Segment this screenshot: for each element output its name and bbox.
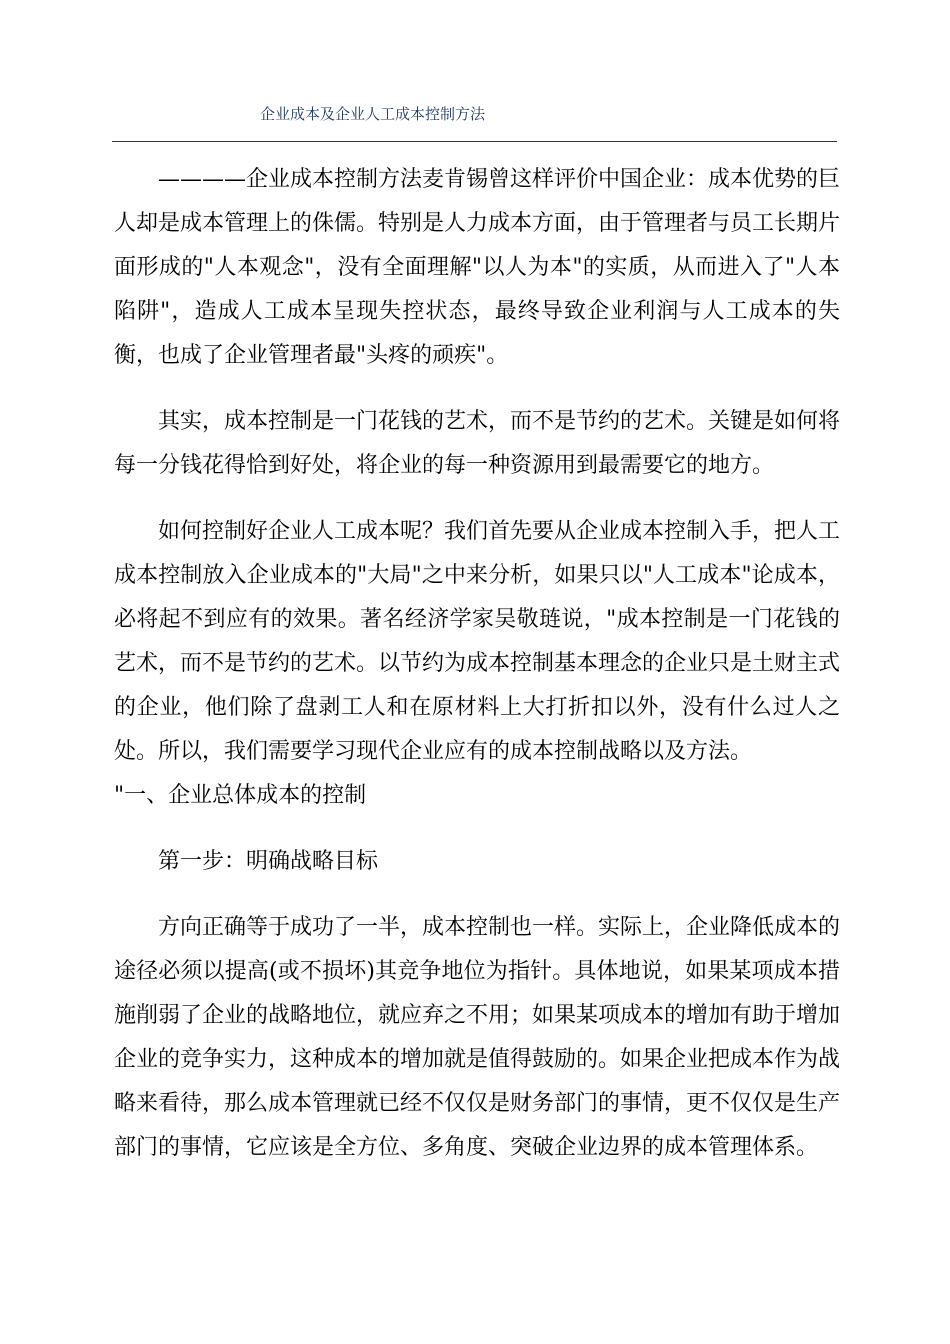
document-body <box>114 158 840 1192</box>
section-heading: "一、企业总体成本的控制 <box>114 783 367 808</box>
step-heading: 第一步：明确战略目标 <box>158 849 379 874</box>
paragraph-cost-art: 其实，成本控制是一门花钱的艺术，而不是节约的艺术。关键是如何将每一分钱花得恰到好处，将企业的每一种资源用到最需要它的地方。 <box>114 409 841 478</box>
page-header-title: 企业成本及企业人工成本控制方法 <box>260 105 486 123</box>
paragraph-strategy: 方向正确等于成功了一半，成本控制也一样。实际上，企业降低成本的途径必须以提高(或不损坏)其竞争地位为指针。具体地说，如果某项成本措施削弱了企业的战略地位，就应弃之不用；如果某项成本的增加有助于增加企业的竞争实力，这种成本的增加就是值得鼓励的。如果企业把成本作为战略来看待，那么成本管理就已经不仅仅是财务部门的事情，更不仅仅是生产部门的事情，它应该是全方位、多角度、突破企业边界的成本管理体系。 <box>114 915 841 1160</box>
paragraph-labor-cost: 如何控制好企业人工成本呢？我们首先要从企业成本控制入手，把人工成本控制放入企业成本的"大局"之中来分析，如果只以"人工成本"论成本，必将起不到应有的效果。著名经济学家吴敬琏说，"成本控制是一门花钱的艺术，而不是节约的艺术。以节约为成本控制基本理念的企业只是土财主式的企业，他们除了盘剥工人和在原材料上大打折扣以外，没有什么过人之处。所以，我们需要学习现代企业应有的成本控制战略以及方法。 <box>114 519 841 764</box>
paragraph-intro: ————企业成本控制方法麦肯锡曾这样评价中国企业：成本优势的巨人却是成本管理上的侏儒。特别是人力成本方面，由于管理者与员工长期片面形成的"人本观念"，没有全面理解"以人为本"的实质，从而进入了"人本陷阱"，造成人工成本呈现失控状态，最终导致企业利润与人工成本的失衡，也成了企业管理者最"头疼的顽疾"。 <box>114 167 841 368</box>
header-divider <box>112 141 837 142</box>
